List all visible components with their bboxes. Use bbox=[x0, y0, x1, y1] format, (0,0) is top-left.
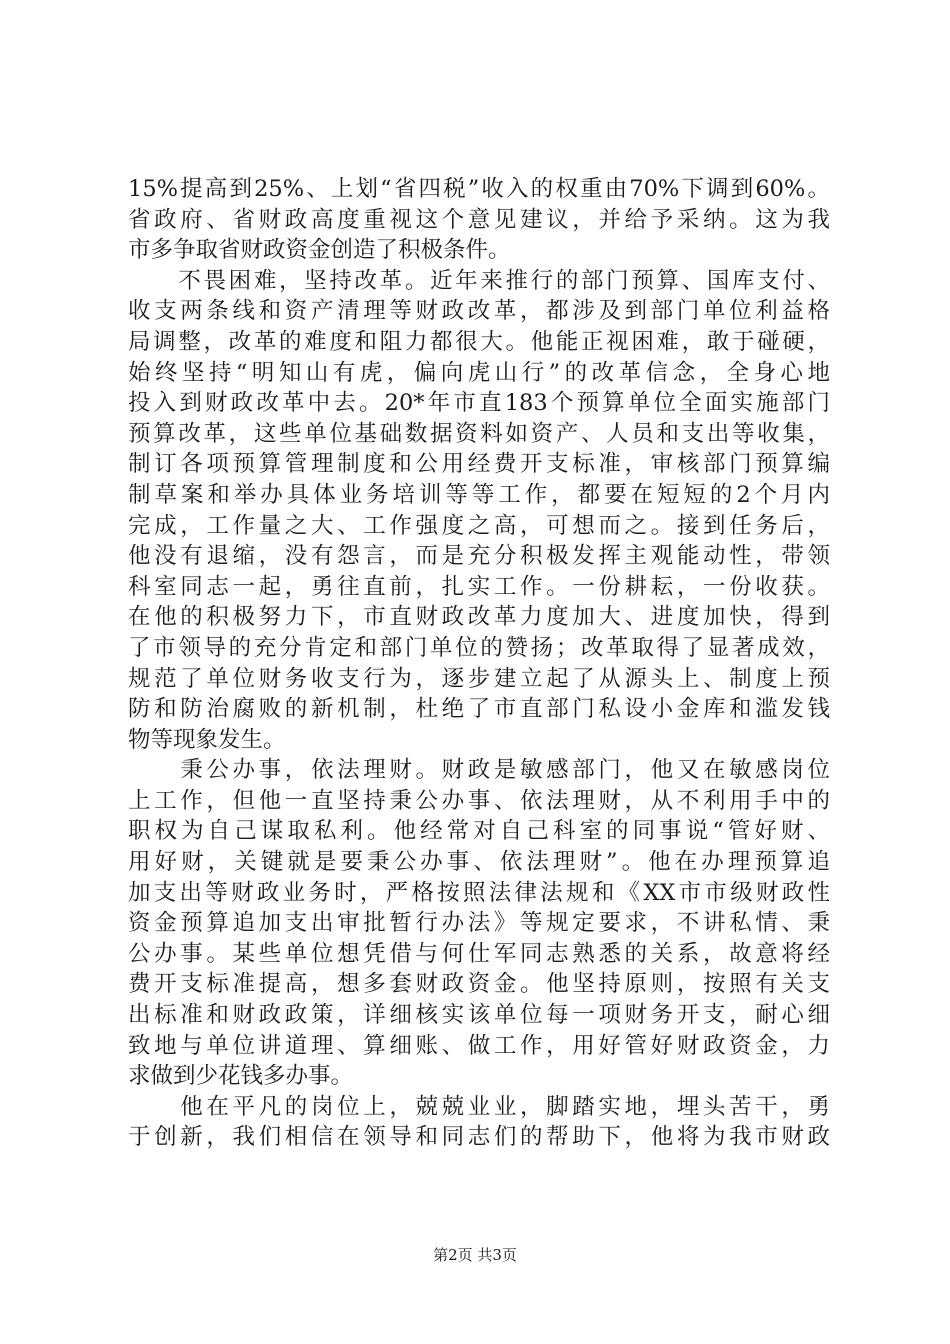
page-number-footer: 第2页 共3页 bbox=[433, 1246, 517, 1264]
document-body bbox=[128, 174, 830, 1153]
text-line: 科室同志一起，勇往直前，扎实工作。一份耕耘，一份收获。 bbox=[128, 573, 830, 600]
text-line: 始终坚持“明知山有虎，偏向虎山行”的改革信念，全身心地 bbox=[128, 359, 830, 386]
text-line: 上工作，但他一直坚持秉公办事、依法理财，从不利用手中的 bbox=[128, 787, 830, 814]
text-line: 了市领导的充分肯定和部门单位的赞扬；改革取得了显著成效， bbox=[128, 634, 830, 661]
text-line: 他在平凡的岗位上，兢兢业业，脚踏实地，埋头苦干，勇 bbox=[128, 1093, 830, 1120]
text-line: 防和防治腐败的新机制，杜绝了市直部门私设小金库和滥发钱 bbox=[128, 696, 830, 723]
text-line: 制订各项预算管理制度和公用经费开支标准，审核部门预算编 bbox=[128, 451, 830, 478]
text-line: 15%提高到25%、上划“省四税”收入的权重由70%下调到60%。 bbox=[128, 176, 830, 202]
text-line: 职权为自己谋取私利。他经常对自己科室的同事说“管好财、 bbox=[128, 818, 830, 845]
text-line: 求做到少花钱多办事。 bbox=[128, 1063, 354, 1090]
text-line: 局调整，改革的难度和阻力都很大。他能正视困难，敢于碰硬， bbox=[128, 328, 830, 355]
text-line: 预算改革，这些单位基础数据资料如资产、人员和支出等收集， bbox=[128, 420, 830, 447]
text-line: 物等现象发生。 bbox=[128, 726, 286, 753]
text-line: 市多争取省财政资金创造了积极条件。 bbox=[128, 237, 511, 264]
text-line: 致地与单位讲道理、算细账、做工作，用好管好财政资金，力 bbox=[128, 1032, 830, 1059]
text-line: 他没有退缩，没有怨言，而是充分积极发挥主观能动性，带领 bbox=[128, 543, 830, 570]
text-line: 完成，工作量之大、工作强度之高，可想而之。接到任务后， bbox=[128, 512, 830, 539]
text-line: 公办事。某些单位想凭借与何仕军同志熟悉的关系，故意将经 bbox=[128, 940, 830, 967]
text-line: 费开支标准提高，想多套财政资金。他坚持原则，按照有关支 bbox=[128, 971, 830, 998]
text-line: 于创新，我们相信在领导和同志们的帮助下，他将为我市财政 bbox=[128, 1124, 830, 1151]
text-line: 不畏困难，坚持改革。近年来推行的部门预算、国库支付、 bbox=[128, 267, 830, 294]
text-line: 规范了单位财务收支行为，逐步建立起了从源头上、制度上预 bbox=[128, 665, 830, 692]
text-line: 省政府、省财政高度重视这个意见建议，并给予采纳。这为我 bbox=[128, 206, 830, 233]
text-line: 收支两条线和资产清理等财政改革，都涉及到部门单位利益格 bbox=[128, 298, 830, 325]
text-line: 资金预算追加支出审批暂行办法》等规定要求，不讲私情、秉 bbox=[128, 910, 830, 937]
text-line: 制草案和举办具体业务培训等等工作，都要在短短的2个月内 bbox=[128, 481, 830, 508]
text-line: 秉公办事，依法理财。财政是敏感部门，他又在敏感岗位 bbox=[128, 757, 830, 784]
text-line: 加支出等财政业务时，严格按照法律法规和《XX市市级财政性 bbox=[128, 879, 830, 906]
text-line: 用好财，关键就是要秉公办事、依法理财”。他在办理预算追 bbox=[128, 849, 830, 876]
text-line: 出标准和财政政策，详细核实该单位每一项财务开支，耐心细 bbox=[128, 1002, 830, 1029]
text-line: 在他的积极努力下，市直财政改革力度加大、进度加快，得到 bbox=[128, 604, 830, 631]
text-line: 投入到财政改革中去。20*年市直183个预算单位全面实施部门 bbox=[128, 390, 830, 417]
